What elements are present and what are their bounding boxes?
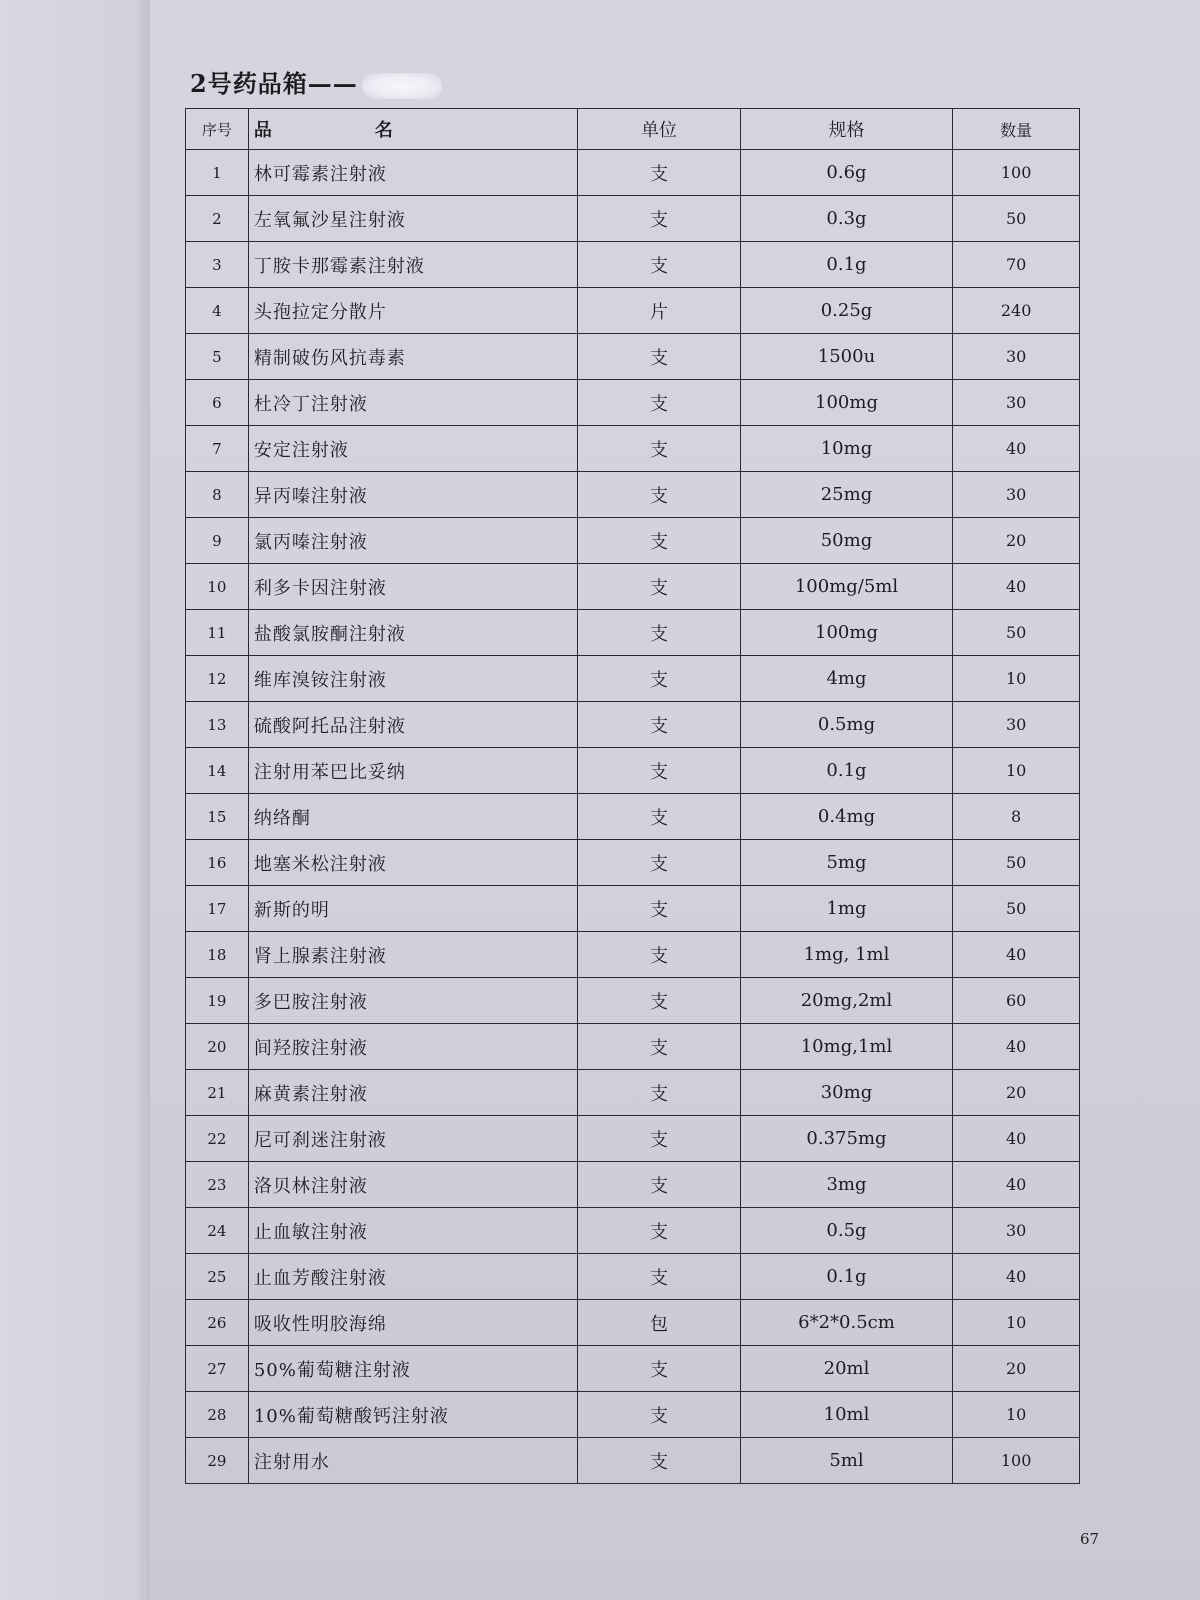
cell-name: 维库溴铵注射液 <box>248 656 577 702</box>
cell-name: 麻黄素注射液 <box>248 1070 577 1116</box>
cell-serial-no: 23 <box>186 1162 249 1208</box>
cell-name: 氯丙嗪注射液 <box>248 518 577 564</box>
header-name-b: 名 <box>374 120 394 141</box>
title-text: 2号药品箱—— <box>190 69 358 98</box>
cell-quantity: 10 <box>953 748 1080 794</box>
cell-name: 硫酸阿托品注射液 <box>248 702 577 748</box>
cell-serial-no: 17 <box>186 886 249 932</box>
cell-spec: 10mg,1ml <box>740 1024 953 1070</box>
cell-name: 左氧氟沙星注射液 <box>248 196 577 242</box>
cell-unit: 支 <box>578 1070 740 1116</box>
cell-serial-no: 9 <box>186 518 249 564</box>
cell-spec: 100mg/5ml <box>740 564 953 610</box>
cell-name: 头孢拉定分散片 <box>248 288 577 334</box>
cell-quantity: 30 <box>953 334 1080 380</box>
cell-name: 林可霉素注射液 <box>248 150 577 196</box>
background-surface <box>0 0 150 1600</box>
cell-quantity: 10 <box>953 1392 1080 1438</box>
cell-spec: 0.1g <box>740 242 953 288</box>
cell-quantity: 240 <box>953 288 1080 334</box>
table-row <box>186 1116 1080 1162</box>
cell-spec: 0.1g <box>740 1254 953 1300</box>
cell-quantity: 20 <box>953 1070 1080 1116</box>
cell-name: 肾上腺素注射液 <box>248 932 577 978</box>
table-row <box>186 840 1080 886</box>
cell-serial-no: 10 <box>186 564 249 610</box>
table-row <box>186 794 1080 840</box>
redacted-blur <box>362 73 442 99</box>
cell-unit: 支 <box>578 656 740 702</box>
cell-name: 新斯的明 <box>248 886 577 932</box>
page-number: 67 <box>1080 1530 1100 1548</box>
cell-spec: 0.25g <box>740 288 953 334</box>
cell-name: 50%葡萄糖注射液 <box>248 1346 577 1392</box>
cell-name: 精制破伤风抗毒素 <box>248 334 577 380</box>
medicine-table <box>185 108 1080 1484</box>
cell-name: 注射用苯巴比妥纳 <box>248 748 577 794</box>
cell-spec: 0.5g <box>740 1208 953 1254</box>
table-row <box>186 1024 1080 1070</box>
cell-spec: 0.1g <box>740 748 953 794</box>
cell-name: 10%葡萄糖酸钙注射液 <box>248 1392 577 1438</box>
cell-unit: 支 <box>578 564 740 610</box>
table-row <box>186 1208 1080 1254</box>
cell-name: 安定注射液 <box>248 426 577 472</box>
cell-spec: 10mg <box>740 426 953 472</box>
cell-spec: 6*2*0.5cm <box>740 1300 953 1346</box>
cell-name: 洛贝林注射液 <box>248 1162 577 1208</box>
cell-name: 止血敏注射液 <box>248 1208 577 1254</box>
cell-serial-no: 11 <box>186 610 249 656</box>
cell-quantity: 20 <box>953 1346 1080 1392</box>
cell-spec: 0.4mg <box>740 794 953 840</box>
cell-unit: 支 <box>578 1162 740 1208</box>
cell-quantity: 40 <box>953 932 1080 978</box>
cell-serial-no: 13 <box>186 702 249 748</box>
cell-name: 纳络酮 <box>248 794 577 840</box>
cell-quantity: 40 <box>953 564 1080 610</box>
cell-quantity: 100 <box>953 1438 1080 1484</box>
cell-unit: 支 <box>578 794 740 840</box>
cell-spec: 0.5mg <box>740 702 953 748</box>
cell-unit: 支 <box>578 334 740 380</box>
cell-unit: 支 <box>578 610 740 656</box>
table-row <box>186 380 1080 426</box>
table-row <box>186 656 1080 702</box>
cell-unit: 支 <box>578 1254 740 1300</box>
cell-spec: 0.375mg <box>740 1116 953 1162</box>
cell-serial-no: 2 <box>186 196 249 242</box>
page-title <box>190 64 442 99</box>
cell-quantity: 100 <box>953 150 1080 196</box>
cell-unit: 支 <box>578 472 740 518</box>
cell-serial-no: 21 <box>186 1070 249 1116</box>
cell-name: 注射用水 <box>248 1438 577 1484</box>
cell-name: 多巴胺注射液 <box>248 978 577 1024</box>
cell-unit: 支 <box>578 518 740 564</box>
cell-unit: 支 <box>578 1438 740 1484</box>
cell-quantity: 10 <box>953 656 1080 702</box>
cell-name: 间羟胺注射液 <box>248 1024 577 1070</box>
table-header-row <box>186 109 1080 150</box>
cell-quantity: 50 <box>953 886 1080 932</box>
table-row <box>186 288 1080 334</box>
cell-spec: 3mg <box>740 1162 953 1208</box>
cell-unit: 包 <box>578 1300 740 1346</box>
header-quantity: 数量 <box>953 109 1080 150</box>
cell-quantity: 40 <box>953 1162 1080 1208</box>
cell-spec: 30mg <box>740 1070 953 1116</box>
cell-unit: 支 <box>578 380 740 426</box>
cell-spec: 5mg <box>740 840 953 886</box>
cell-spec: 4mg <box>740 656 953 702</box>
cell-quantity: 70 <box>953 242 1080 288</box>
cell-serial-no: 15 <box>186 794 249 840</box>
cell-name: 尼可刹迷注射液 <box>248 1116 577 1162</box>
cell-unit: 支 <box>578 840 740 886</box>
cell-unit: 片 <box>578 288 740 334</box>
table-row <box>186 1300 1080 1346</box>
cell-serial-no: 5 <box>186 334 249 380</box>
cell-unit: 支 <box>578 748 740 794</box>
cell-unit: 支 <box>578 932 740 978</box>
cell-serial-no: 3 <box>186 242 249 288</box>
cell-name: 吸收性明胶海绵 <box>248 1300 577 1346</box>
table-row <box>186 978 1080 1024</box>
cell-quantity: 40 <box>953 1024 1080 1070</box>
cell-serial-no: 18 <box>186 932 249 978</box>
cell-name: 丁胺卡那霉素注射液 <box>248 242 577 288</box>
cell-spec: 1mg, 1ml <box>740 932 953 978</box>
cell-spec: 0.6g <box>740 150 953 196</box>
table-row <box>186 518 1080 564</box>
cell-serial-no: 7 <box>186 426 249 472</box>
cell-serial-no: 1 <box>186 150 249 196</box>
cell-spec: 100mg <box>740 380 953 426</box>
cell-quantity: 30 <box>953 702 1080 748</box>
cell-unit: 支 <box>578 886 740 932</box>
cell-quantity: 60 <box>953 978 1080 1024</box>
table-row <box>186 1162 1080 1208</box>
table-row <box>186 196 1080 242</box>
cell-spec: 5ml <box>740 1438 953 1484</box>
cell-spec: 20mg,2ml <box>740 978 953 1024</box>
cell-quantity: 50 <box>953 196 1080 242</box>
cell-serial-no: 12 <box>186 656 249 702</box>
cell-serial-no: 4 <box>186 288 249 334</box>
cell-unit: 支 <box>578 702 740 748</box>
cell-unit: 支 <box>578 978 740 1024</box>
table-row <box>186 932 1080 978</box>
cell-serial-no: 25 <box>186 1254 249 1300</box>
header-name <box>248 109 577 150</box>
table-row <box>186 564 1080 610</box>
table-row <box>186 472 1080 518</box>
table-body <box>186 150 1080 1484</box>
cell-unit: 支 <box>578 196 740 242</box>
cell-spec: 10ml <box>740 1392 953 1438</box>
cell-name: 异丙嗪注射液 <box>248 472 577 518</box>
cell-serial-no: 8 <box>186 472 249 518</box>
table-row <box>186 150 1080 196</box>
table-row <box>186 426 1080 472</box>
table-row <box>186 242 1080 288</box>
cell-unit: 支 <box>578 426 740 472</box>
cell-serial-no: 26 <box>186 1300 249 1346</box>
cell-unit: 支 <box>578 1208 740 1254</box>
table-row <box>186 610 1080 656</box>
cell-serial-no: 16 <box>186 840 249 886</box>
cell-quantity: 40 <box>953 1254 1080 1300</box>
cell-serial-no: 14 <box>186 748 249 794</box>
cell-serial-no: 20 <box>186 1024 249 1070</box>
cell-spec: 0.3g <box>740 196 953 242</box>
cell-spec: 1mg <box>740 886 953 932</box>
table-row <box>186 1070 1080 1116</box>
cell-quantity: 50 <box>953 610 1080 656</box>
cell-quantity: 10 <box>953 1300 1080 1346</box>
cell-spec: 20ml <box>740 1346 953 1392</box>
table-row <box>186 1392 1080 1438</box>
cell-unit: 支 <box>578 1346 740 1392</box>
cell-quantity: 30 <box>953 380 1080 426</box>
cell-quantity: 8 <box>953 794 1080 840</box>
cell-spec: 100mg <box>740 610 953 656</box>
cell-unit: 支 <box>578 1116 740 1162</box>
cell-quantity: 40 <box>953 426 1080 472</box>
cell-name: 止血芳酸注射液 <box>248 1254 577 1300</box>
header-serial-no: 序号 <box>186 109 249 150</box>
cell-unit: 支 <box>578 150 740 196</box>
cell-quantity: 30 <box>953 1208 1080 1254</box>
cell-name: 盐酸氯胺酮注射液 <box>248 610 577 656</box>
header-unit: 单位 <box>578 109 740 150</box>
table-row <box>186 1438 1080 1484</box>
table-row <box>186 748 1080 794</box>
cell-quantity: 50 <box>953 840 1080 886</box>
table-row <box>186 1346 1080 1392</box>
cell-serial-no: 19 <box>186 978 249 1024</box>
cell-quantity: 20 <box>953 518 1080 564</box>
cell-serial-no: 24 <box>186 1208 249 1254</box>
cell-spec: 1500u <box>740 334 953 380</box>
cell-name: 利多卡因注射液 <box>248 564 577 610</box>
cell-unit: 支 <box>578 1024 740 1070</box>
cell-quantity: 40 <box>953 1116 1080 1162</box>
table-row <box>186 1254 1080 1300</box>
cell-serial-no: 27 <box>186 1346 249 1392</box>
cell-quantity: 30 <box>953 472 1080 518</box>
cell-serial-no: 29 <box>186 1438 249 1484</box>
cell-unit: 支 <box>578 1392 740 1438</box>
header-name-a: 品 <box>253 120 273 141</box>
cell-serial-no: 6 <box>186 380 249 426</box>
cell-name: 杜冷丁注射液 <box>248 380 577 426</box>
cell-name: 地塞米松注射液 <box>248 840 577 886</box>
table-row <box>186 886 1080 932</box>
cell-unit: 支 <box>578 242 740 288</box>
cell-serial-no: 28 <box>186 1392 249 1438</box>
table-row <box>186 702 1080 748</box>
cell-spec: 25mg <box>740 472 953 518</box>
header-spec: 规格 <box>740 109 953 150</box>
cell-spec: 50mg <box>740 518 953 564</box>
cell-serial-no: 22 <box>186 1116 249 1162</box>
table-row <box>186 334 1080 380</box>
